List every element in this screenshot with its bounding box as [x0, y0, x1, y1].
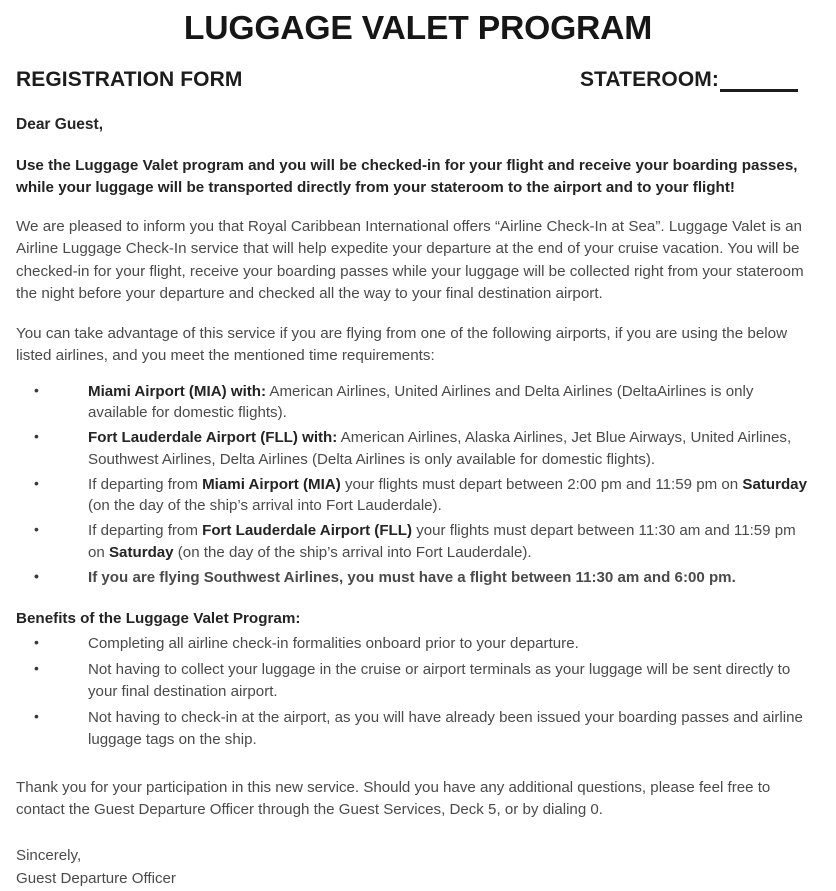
bullet-text-pre: If departing from: [88, 475, 203, 493]
list-item: • If you are flying Southwest Airlines, you must have a flight between 11:30 am and 6:00 pm.: [16, 567, 822, 589]
signoff-title: Guest Departure Officer: [16, 870, 176, 888]
benefits-bullet-list: [16, 633, 822, 750]
bullet-bold-prefix: Fort Lauderdale Airport (FLL) with:: [88, 429, 338, 447]
bullet-bold-end: Saturday: [108, 543, 174, 561]
bullet-text: American Airlines, Alaska Airlines, Jet Blue Airways, United Airlines, Southwest Airlines, Delta Airlines (Delta Airlines is only available for domestic flights).: [88, 429, 792, 468]
bullet-text: American Airlines, United Airlines and Delta Airlines (DeltaAirlines is only available for domestic flights).: [88, 382, 754, 422]
form-subheader: [0, 68, 836, 92]
list-item: [16, 381, 822, 424]
bullet-text-mid: your flights must depart between 11:30 am and 11:59 pm on: [88, 522, 796, 561]
closing-paragraph: Thank you for your participation in this new service. Should you have any additional questions, please feel free to contact the Guest Departure Officer through the Guest Services, Deck 5, or by dialing 0.: [16, 778, 771, 818]
stateroom-field[interactable]: [580, 68, 798, 92]
benefits-heading: Benefits of the Luggage Valet Program:: [16, 610, 301, 628]
eligibility-paragraph: You can take advantage of this service if you are flying from one of the following airports, if you are using the below listed airlines, and you meet the mentioned time requirements:: [16, 324, 788, 364]
bullet-bold-mid: Fort Lauderdale Airport (FLL): [202, 522, 413, 540]
registration-form-label: REGISTRATION FORM: [16, 68, 243, 92]
stateroom-label: STATEROOM:: [579, 68, 719, 92]
intro-paragraph: We are pleased to inform you that Royal Caribbean International offers “Airline Check-In at Sea”. Luggage Valet is an Airline Luggage Check-In service that will help expedite your departure at the end of your cruise vacation. You will be checked-in for your flight, receive your boarding passes while your luggage will be collected right from your stateroom the night before your departure and checked all the way to your final destination airport.: [16, 218, 804, 302]
salutation: Dear Guest,: [16, 116, 104, 134]
bullet-bold-mid: Miami Airport (MIA): [202, 475, 341, 493]
eligibility-bullet-list: [16, 381, 822, 589]
lead-paragraph: Use the Luggage Valet program and you will be checked-in for your flight and receive your boarding passes, while your luggage will be transported directly from your stateroom to the airport and to your flight!: [16, 157, 798, 196]
list-item: • Not having to check-in at the airport, as you will have already been issued your boarding passes and airline luggage tags on the ship.: [16, 707, 822, 751]
bullet-text-post: (on the day of the ship’s arrival into Fort Lauderdale).: [173, 543, 532, 561]
document-body: [0, 116, 836, 890]
page-title: LUGGAGE VALET PROGRAM: [183, 9, 653, 46]
stateroom-input-blank[interactable]: [720, 74, 798, 92]
bullet-bold-prefix: Miami Airport (MIA) with:: [88, 382, 267, 400]
list-item: • Completing all airline check-in formalities onboard prior to your departure.: [16, 633, 822, 655]
list-item: [16, 520, 822, 563]
signature-block: [16, 845, 822, 890]
bullet-text-post: (on the day of the ship’s arrival into Fort Lauderdale).: [88, 497, 442, 515]
signoff-closing: Sincerely,: [16, 847, 82, 865]
bullet-text-pre: If departing from: [88, 522, 203, 540]
list-item: [16, 427, 822, 470]
bullet-text-mid: your flights must depart between 2:00 pm and 11:59 pm on: [340, 475, 743, 493]
document-page: [0, 9, 836, 888]
list-item: [16, 474, 822, 517]
list-item: • Not having to collect your luggage in the cruise or airport terminals as your luggage will be sent directly to your final destination airport.: [16, 659, 822, 703]
bullet-bold-end: Saturday: [742, 475, 807, 493]
